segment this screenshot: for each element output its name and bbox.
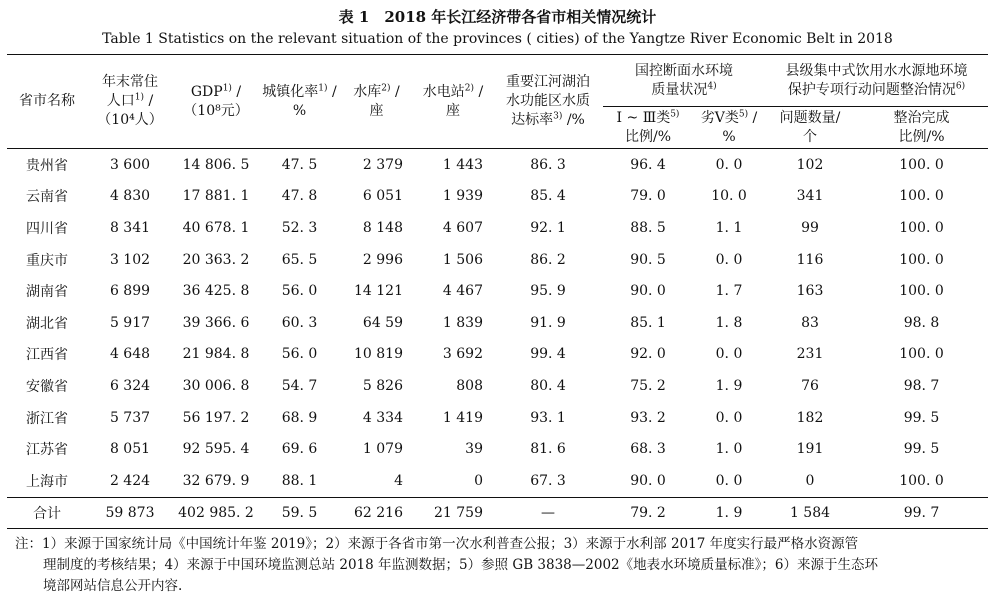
cell-hydropower: 3 692	[442, 346, 483, 363]
header-water-quality	[493, 55, 603, 149]
header-population-line2	[87, 92, 173, 111]
cell-name: 贵州省	[26, 157, 68, 174]
table-row	[7, 433, 988, 465]
header-urbanization-line1	[259, 83, 340, 102]
cell-reservoirs: 64 59	[362, 314, 403, 331]
header-completion-unit: 比例/%	[898, 128, 945, 145]
table-row	[7, 465, 988, 497]
cell-issue-count: 341	[796, 188, 824, 205]
table-row	[7, 149, 988, 181]
cell-hydropower: 1 839	[442, 314, 483, 331]
header-hydropower-slash: /	[474, 83, 484, 100]
cell-class1-3: 79. 0	[630, 188, 666, 205]
cell-name: 重庆市	[26, 252, 68, 269]
cell-hydropower: 4 607	[442, 219, 483, 236]
header-national-line2	[603, 81, 765, 100]
cell-hydropower: 1 419	[442, 409, 483, 426]
cell-issue-count: 1 584	[765, 497, 855, 528]
header-source-line2	[765, 81, 988, 100]
cell-water-quality: 81. 6	[530, 441, 566, 458]
cell-gdp: 39 366. 6	[182, 314, 250, 331]
cell-urbanization: 47. 8	[281, 188, 318, 205]
note-line-3: 境部网站信息公开内容.	[43, 577, 183, 594]
cell-class5: 0. 0	[715, 409, 743, 426]
cell-completion: 100. 0	[899, 346, 944, 363]
cell-name: 浙江省	[26, 410, 68, 427]
footnote-mark: 4)	[707, 80, 717, 91]
header-class5-text: 劣Ⅴ类	[700, 109, 739, 126]
cell-class1-3: 92. 0	[630, 346, 666, 363]
cell-class1-3: 90. 0	[630, 283, 666, 300]
header-issue-count-line1: 问题数量/	[779, 109, 841, 126]
header-reservoirs-unit: 座	[369, 102, 384, 119]
cell-issue-count: 76	[801, 377, 819, 394]
cell-class1-3: 75. 2	[630, 377, 666, 394]
header-population	[87, 55, 173, 149]
cell-hydropower: 39	[465, 441, 483, 458]
cell-water-quality: 85. 4	[530, 188, 566, 205]
cell-urbanization: 68. 9	[281, 409, 318, 426]
cell-population: 6 324	[109, 377, 151, 394]
cell-completion: 99. 5	[903, 441, 940, 458]
cell-population: 5 917	[109, 314, 151, 331]
cell-water-quality: 67. 3	[530, 472, 566, 489]
cell-reservoirs: 5 826	[362, 377, 403, 394]
header-population-text: 人口	[106, 93, 135, 109]
header-issue-count	[765, 107, 855, 149]
cell-name: 江苏省	[26, 442, 68, 459]
header-gdp-unit: （10⁸元）	[183, 102, 249, 119]
cell-reservoirs: 10 819	[354, 346, 403, 363]
cell-class5: 1. 7	[715, 283, 743, 300]
cell-name: 四川省	[26, 220, 68, 237]
footnote-mark: 5)	[670, 108, 680, 119]
cell-class5: 0. 0	[715, 346, 743, 363]
header-reservoirs-line1	[340, 83, 413, 102]
header-urbanization-unit: %	[292, 102, 307, 119]
header-class1-3	[603, 107, 693, 149]
cell-issue-count: 83	[801, 314, 819, 331]
header-name: 省市名称	[7, 55, 87, 149]
header-class1-3-line1	[603, 109, 693, 128]
cell-urbanization: 56. 0	[281, 346, 318, 363]
cell-completion: 100. 0	[899, 188, 944, 205]
footnote-mark: 1)	[222, 82, 232, 93]
header-class5-slash: /	[748, 109, 758, 126]
cell-issue-count: 99	[801, 219, 819, 236]
header-gdp-text: GDP	[190, 83, 223, 100]
header-hydropower-line1	[413, 83, 493, 102]
cell-water-quality: 95. 9	[530, 283, 566, 300]
table-row	[7, 244, 988, 276]
cell-urbanization: 69. 6	[281, 441, 318, 458]
cell-issue-count: 102	[796, 156, 824, 173]
header-class1-3-text: Ⅰ ~ Ⅲ类	[616, 109, 671, 126]
footnote-mark: 5)	[738, 108, 749, 119]
header-completion-line1: 整治完成	[893, 109, 950, 126]
table-row	[7, 181, 988, 213]
header-class5-line1	[693, 109, 765, 128]
header-gdp-line1	[173, 83, 259, 102]
cell-population: 2 424	[109, 472, 151, 489]
cell-class1-3: 96. 4	[630, 156, 666, 173]
cell-issue-count: 191	[796, 441, 824, 458]
cell-water-quality: 99. 4	[530, 346, 566, 363]
header-class5	[693, 107, 765, 149]
cell-urbanization: 88. 1	[281, 472, 318, 489]
cell-completion: 99. 7	[855, 497, 988, 528]
table-row	[7, 212, 988, 244]
cell-class5: 1. 9	[693, 497, 765, 528]
cell-population: 4 648	[109, 346, 151, 363]
cell-gdp: 20 363. 2	[182, 251, 250, 268]
header-population-line1: 年末常住	[102, 74, 158, 90]
cell-urbanization: 47. 5	[281, 156, 318, 173]
cell-gdp: 36 425. 8	[182, 283, 250, 300]
header-source-line1: 县级集中式饮用水水源地环境	[785, 62, 968, 79]
cell-class1-3: 68. 3	[630, 441, 666, 458]
cell-issue-count: 163	[796, 283, 824, 300]
cell-gdp: 56 197. 2	[182, 409, 250, 426]
cell-water-quality: 91. 9	[530, 314, 566, 331]
cell-class1-3: 90. 0	[630, 472, 666, 489]
cell-completion: 100. 0	[899, 156, 944, 173]
header-population-slash: /	[144, 93, 154, 109]
cell-class1-3: 88. 5	[630, 219, 666, 236]
cell-class1-3: 79. 2	[603, 497, 693, 528]
table-title-en: Table 1 Statistics on the relevant situation of the provinces ( cities) of the Yangtze River Economic Belt in 2018	[102, 31, 893, 47]
header-gdp	[173, 55, 259, 149]
cell-issue-count: 116	[796, 251, 824, 268]
cell-issue-count: 231	[796, 346, 824, 363]
cell-population: 6 899	[109, 283, 151, 300]
header-source-text: 保护专项行动问题整治情况	[787, 81, 956, 98]
footnote-mark: 2)	[464, 82, 475, 93]
cell-hydropower: 1 443	[442, 156, 483, 173]
cell-reservoirs: 1 079	[362, 441, 403, 458]
cell-completion: 100. 0	[899, 472, 944, 489]
cell-class5: 0. 0	[715, 156, 743, 173]
cell-reservoirs: 2 996	[362, 251, 403, 268]
header-population-unit: （10⁴人）	[97, 112, 163, 128]
header-reservoirs-text: 水库	[353, 83, 382, 100]
footnote-mark: 1)	[134, 92, 145, 103]
table-body	[7, 149, 988, 529]
header-completion	[855, 107, 988, 149]
cell-issue-count: 0	[805, 472, 815, 489]
cell-completion: 99. 5	[903, 409, 940, 426]
cell-completion: 98. 7	[903, 377, 940, 394]
header-hydropower	[413, 55, 493, 149]
cell-reservoirs: 14 121	[354, 283, 403, 300]
cell-gdp: 30 006. 8	[182, 377, 250, 394]
cell-class5: 1. 9	[715, 377, 743, 394]
cell-urbanization: 65. 5	[281, 251, 318, 268]
header-water-source	[765, 55, 988, 107]
table-header	[7, 55, 988, 149]
cell-gdp: 92 595. 4	[182, 441, 250, 458]
table-row	[7, 275, 988, 307]
cell-water-quality: 86. 3	[530, 156, 566, 173]
cell-reservoirs: 4	[394, 472, 403, 489]
header-urbanization	[259, 55, 340, 149]
header-national-line1: 国控断面水环境	[635, 62, 733, 79]
cell-gdp: 14 806. 5	[182, 156, 250, 173]
cell-completion: 100. 0	[899, 219, 944, 236]
header-water-quality-line1: 重要江河湖泊	[506, 74, 590, 90]
note-line-1: 注：1）来源于国家统计局《中国统计年鉴 2019》；2）来源于各省市第一次水利普查公报；3）来源于水利部 2017 年度实行最严格水资源管	[15, 535, 859, 552]
cell-reservoirs: 8 148	[362, 219, 403, 236]
cell-urbanization: 59. 5	[259, 497, 340, 528]
cell-name: 云南省	[26, 189, 68, 206]
cell-hydropower: 0	[474, 472, 483, 489]
table-notes	[7, 534, 990, 597]
cell-class5: 1. 8	[715, 314, 743, 331]
header-national-sections	[603, 55, 765, 107]
header-hydropower-unit: 座	[446, 102, 460, 119]
table-row	[7, 339, 988, 371]
cell-urbanization: 60. 3	[281, 314, 318, 331]
footnote-mark: 3)	[553, 111, 563, 122]
cell-completion: 100. 0	[899, 251, 944, 268]
cell-class1-3: 85. 1	[630, 314, 666, 331]
cell-hydropower: 1 939	[442, 188, 483, 205]
cell-reservoirs: 2 379	[362, 156, 403, 173]
header-class1-3-unit: 比例/%	[624, 128, 672, 145]
header-national-text: 质量状况	[651, 81, 708, 98]
cell-urbanization: 56. 0	[281, 283, 318, 300]
cell-urbanization: 52. 3	[281, 219, 318, 236]
cell-class5: 0. 0	[715, 472, 743, 489]
cell-gdp: 32 679. 9	[182, 472, 250, 489]
header-water-quality-text: 达标率	[511, 112, 554, 128]
table-row-total	[7, 497, 988, 528]
cell-hydropower: 21 759	[413, 497, 493, 528]
header-class5-unit: %	[722, 128, 736, 145]
header-reservoirs	[340, 55, 413, 149]
footnote-mark: 6)	[955, 80, 966, 91]
cell-gdp: 402 985. 2	[173, 497, 259, 528]
cell-reservoirs: 4 334	[362, 409, 403, 426]
cell-hydropower: 1 506	[442, 251, 483, 268]
cell-water-quality: 93. 1	[530, 409, 566, 426]
cell-population: 4 830	[109, 188, 151, 205]
cell-name: 江西省	[26, 347, 68, 364]
cell-population: 59 873	[87, 497, 173, 528]
footnote-mark: 1)	[318, 82, 328, 93]
cell-population: 5 737	[109, 409, 151, 426]
cell-gdp: 21 984. 8	[182, 346, 250, 363]
cell-class5: 10. 0	[711, 188, 747, 205]
cell-name: 上海市	[26, 473, 68, 490]
cell-name: 安徽省	[26, 378, 68, 395]
cell-water-quality: —	[493, 497, 603, 528]
cell-population: 8 341	[109, 219, 151, 236]
cell-urbanization: 54. 7	[281, 377, 318, 394]
cell-population: 8 051	[109, 441, 151, 458]
table-row	[7, 402, 988, 434]
cell-water-quality: 92. 1	[530, 219, 566, 236]
header-water-quality-unit: /%	[562, 112, 585, 128]
cell-issue-count: 182	[796, 409, 824, 426]
table-row	[7, 307, 988, 339]
cell-hydropower: 4 467	[442, 283, 483, 300]
cell-name: 湖南省	[26, 284, 68, 301]
cell-reservoirs: 6 051	[362, 188, 403, 205]
footnote-mark: 2)	[381, 82, 391, 93]
cell-class5: 1. 1	[715, 219, 743, 236]
header-water-quality-line2: 水功能区水质	[506, 93, 590, 109]
cell-gdp: 17 881. 1	[182, 188, 250, 205]
cell-completion: 98. 8	[903, 314, 940, 331]
cell-water-quality: 86. 2	[530, 251, 566, 268]
cell-population: 3 600	[109, 156, 151, 173]
cell-name: 湖北省	[26, 315, 68, 332]
cell-class1-3: 90. 5	[630, 251, 666, 268]
cell-hydropower: 808	[456, 377, 483, 394]
header-hydropower-text: 水电站	[422, 83, 465, 100]
cell-class5: 0. 0	[715, 251, 743, 268]
header-water-quality-line3	[493, 111, 603, 130]
cell-water-quality: 80. 4	[530, 377, 566, 394]
cell-class1-3: 93. 2	[630, 409, 666, 426]
header-urbanization-slash: /	[327, 83, 337, 100]
cell-name: 合计	[7, 497, 87, 528]
note-line-2: 理制度的考核结果；4）来源于中国环境监测总站 2018 年监测数据；5）参照 GB 3838—2002《地表水环境质量标准》；6）来源于生态环	[43, 556, 878, 573]
cell-population: 3 102	[109, 251, 151, 268]
cell-reservoirs: 62 216	[340, 497, 413, 528]
cell-completion: 100. 0	[899, 283, 944, 300]
statistics-table	[7, 54, 988, 529]
table-title-cn: 表 1 2018 年长江经济带各省市相关情况统计	[338, 8, 657, 26]
cell-class5: 1. 0	[715, 441, 743, 458]
cell-gdp: 40 678. 1	[182, 219, 250, 236]
header-reservoirs-slash: /	[390, 83, 400, 100]
header-urbanization-text: 城镇化率	[262, 83, 319, 100]
header-issue-count-unit: 个	[803, 128, 817, 145]
header-gdp-slash: /	[231, 83, 242, 100]
table-row	[7, 370, 988, 402]
